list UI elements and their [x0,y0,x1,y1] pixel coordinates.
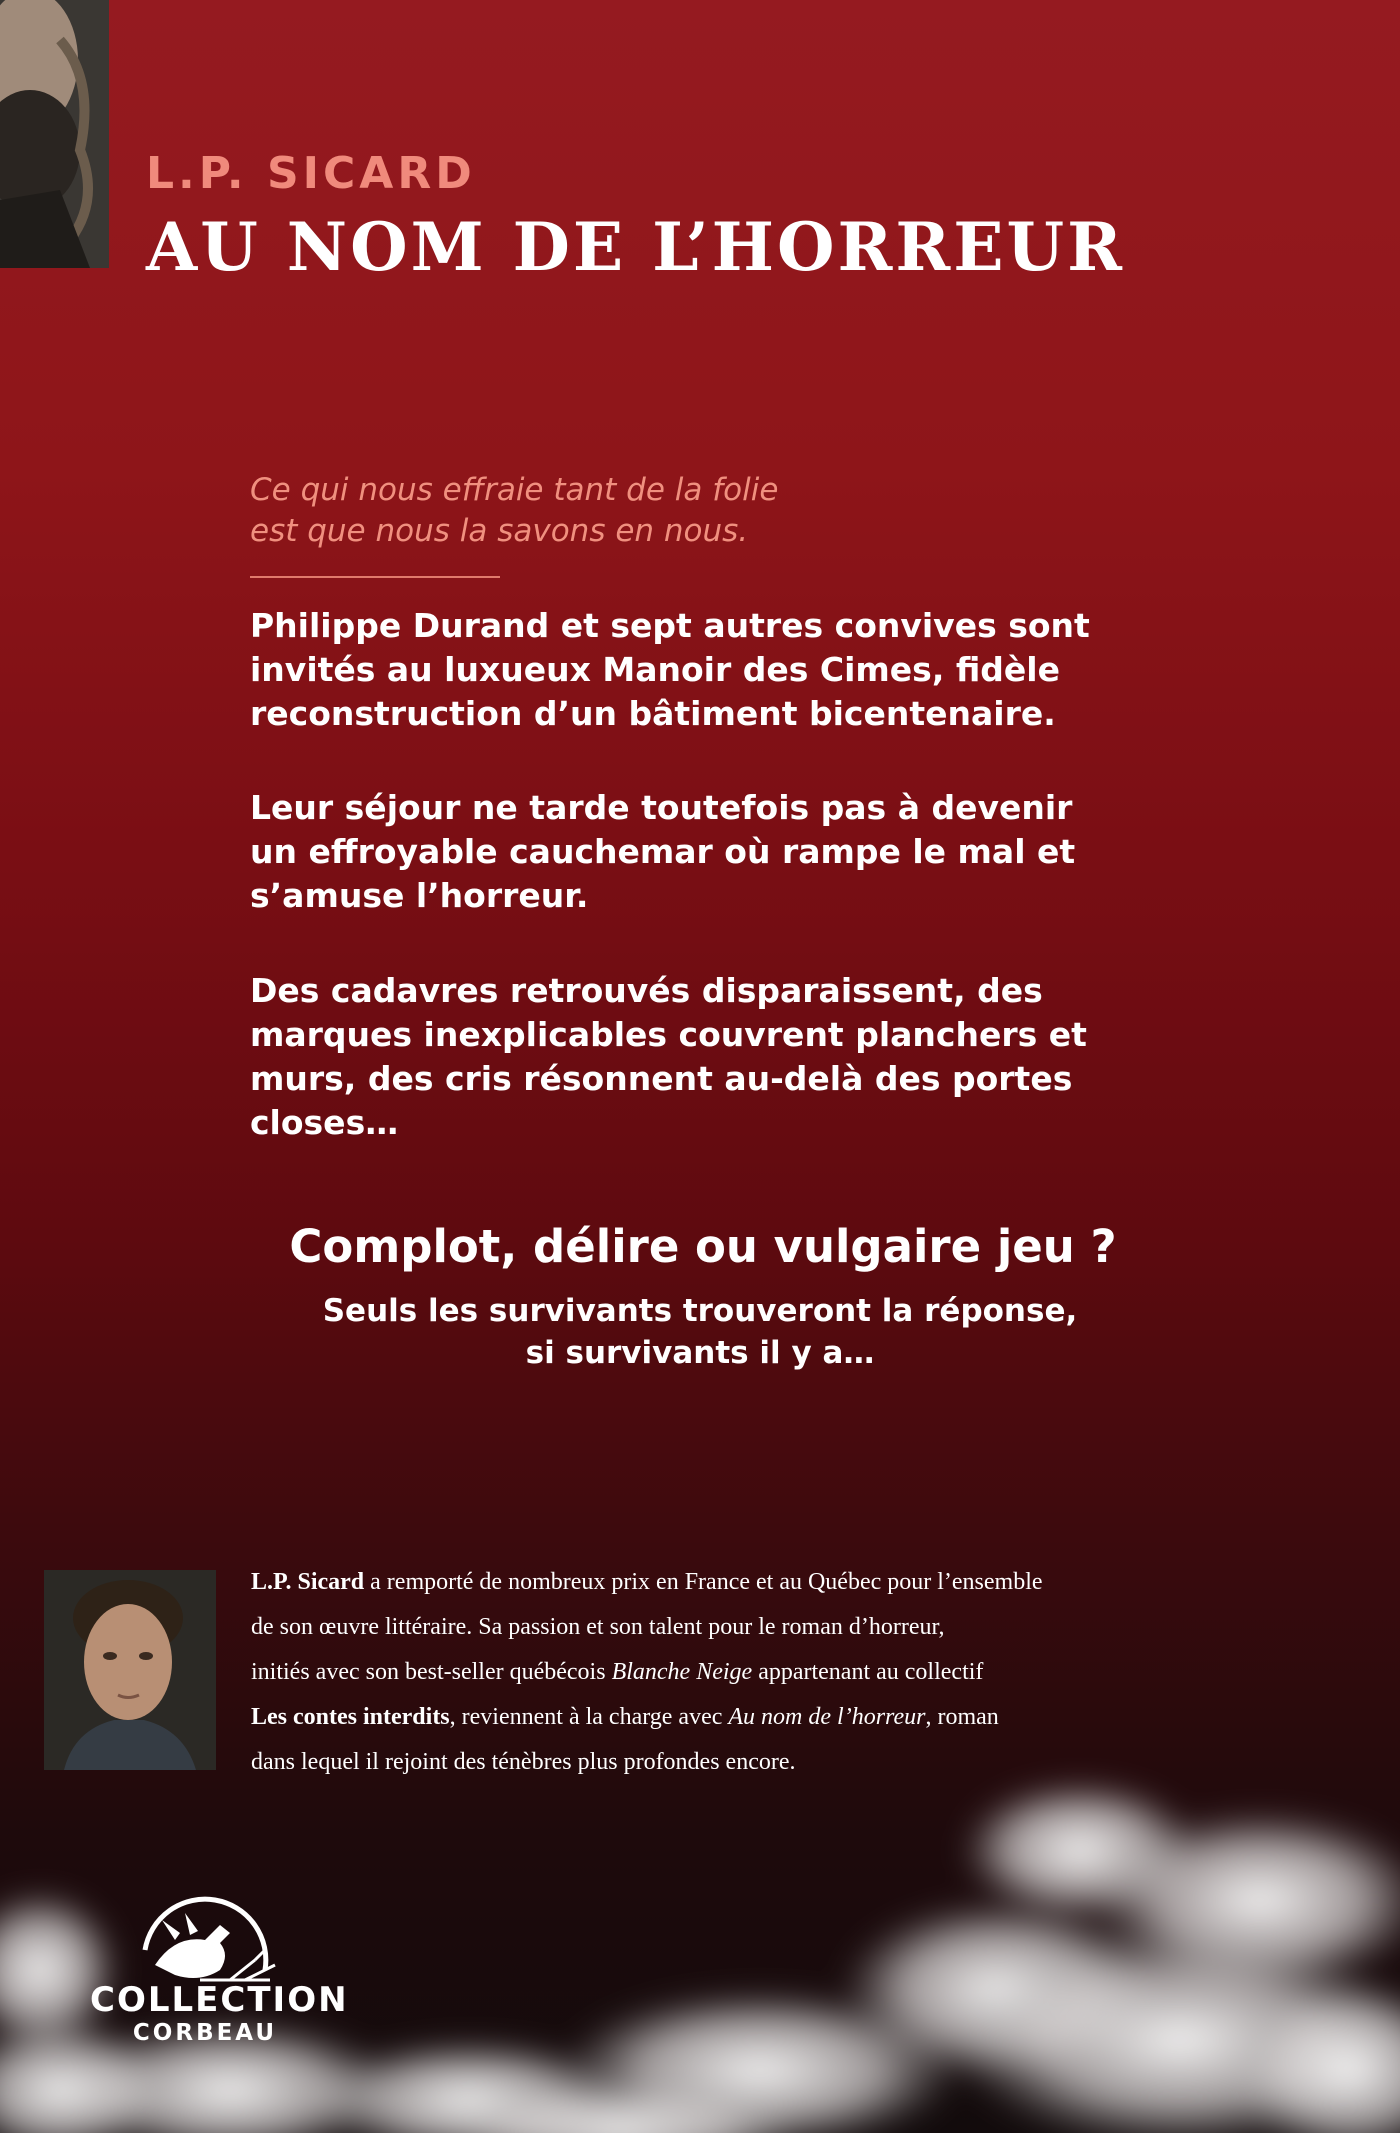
book-reference: Au nom de l’horreur [728,1704,926,1730]
text-line: murs, des cris résonnent au-delà des portes [250,1059,1073,1098]
logo-wordmark-line1: COLLECTION [90,1980,349,2020]
text-line: si survivants il y a… [525,1335,875,1371]
synopsis-paragraph-2 [250,786,1150,918]
divider-line [250,576,500,578]
epigraph-line: est que nous la savons en nous. [250,513,749,549]
logo-wordmark-line2: CORBEAU [132,2020,278,2046]
book-title: AU NOM DE L’HORREUR [146,208,1125,286]
epigraph [250,470,778,552]
bio-text-span: initiés avec son best-seller québécois [251,1659,612,1685]
bio-text-span: appartenant au collectif [752,1659,984,1685]
text-line: invités au luxueux Manoir des Cimes, fidèle [250,650,1060,689]
text-line: reconstruction d’un bâtiment bicentenaire. [250,694,1056,733]
bio-line: de son œuvre littéraire. Sa passion et son talent pour le roman d’horreur, [251,1614,945,1640]
epigraph-line: Ce qui nous effraie tant de la folie [250,472,779,508]
bio-line [251,1695,1251,1740]
teaser-question: Complot, délire ou vulgaire jeu ? [289,1220,1117,1273]
text-line: Leur séjour ne tarde toutefois pas à devenir [250,788,1073,827]
author-bio [251,1560,1251,1785]
text-line: closes… [250,1103,399,1142]
bio-line [251,1650,1251,1695]
text-line: Philippe Durand et sept autres convives sont [250,606,1090,645]
book-reference: Blanche Neige [611,1659,753,1685]
bio-text-span: , reviennent à la charge avec [449,1704,729,1730]
author-name: L.P. SICARD [146,148,476,199]
text-line: Seuls les survivants trouveront la réponse, [322,1293,1078,1329]
synopsis-paragraph-1 [250,604,1150,736]
author-photo [44,1570,216,1770]
collective-name: Les contes interdits [251,1704,450,1730]
text-line: un effroyable cauchemar où rampe le mal et [250,832,1076,871]
bio-text-span: a remporté de nombreux prix en France et au Québec pour l’ensemble [364,1569,1043,1595]
synopsis-paragraph-3 [250,969,1150,1145]
text-line: marques inexplicables couvrent planchers et [250,1015,1087,1054]
author-name-bold: L.P. Sicard [251,1569,365,1595]
bio-line: dans lequel il rejoint des ténèbres plus profondes encore. [251,1749,796,1775]
teaser-answer [0,1290,1400,1374]
bio-text-span: , roman [925,1704,999,1730]
text-line: Des cadavres retrouvés disparaissent, des [250,971,1043,1010]
bio-line [251,1560,1251,1605]
text-line: s’amuse l’horreur. [250,876,589,915]
author-portrait-crop [0,0,109,268]
